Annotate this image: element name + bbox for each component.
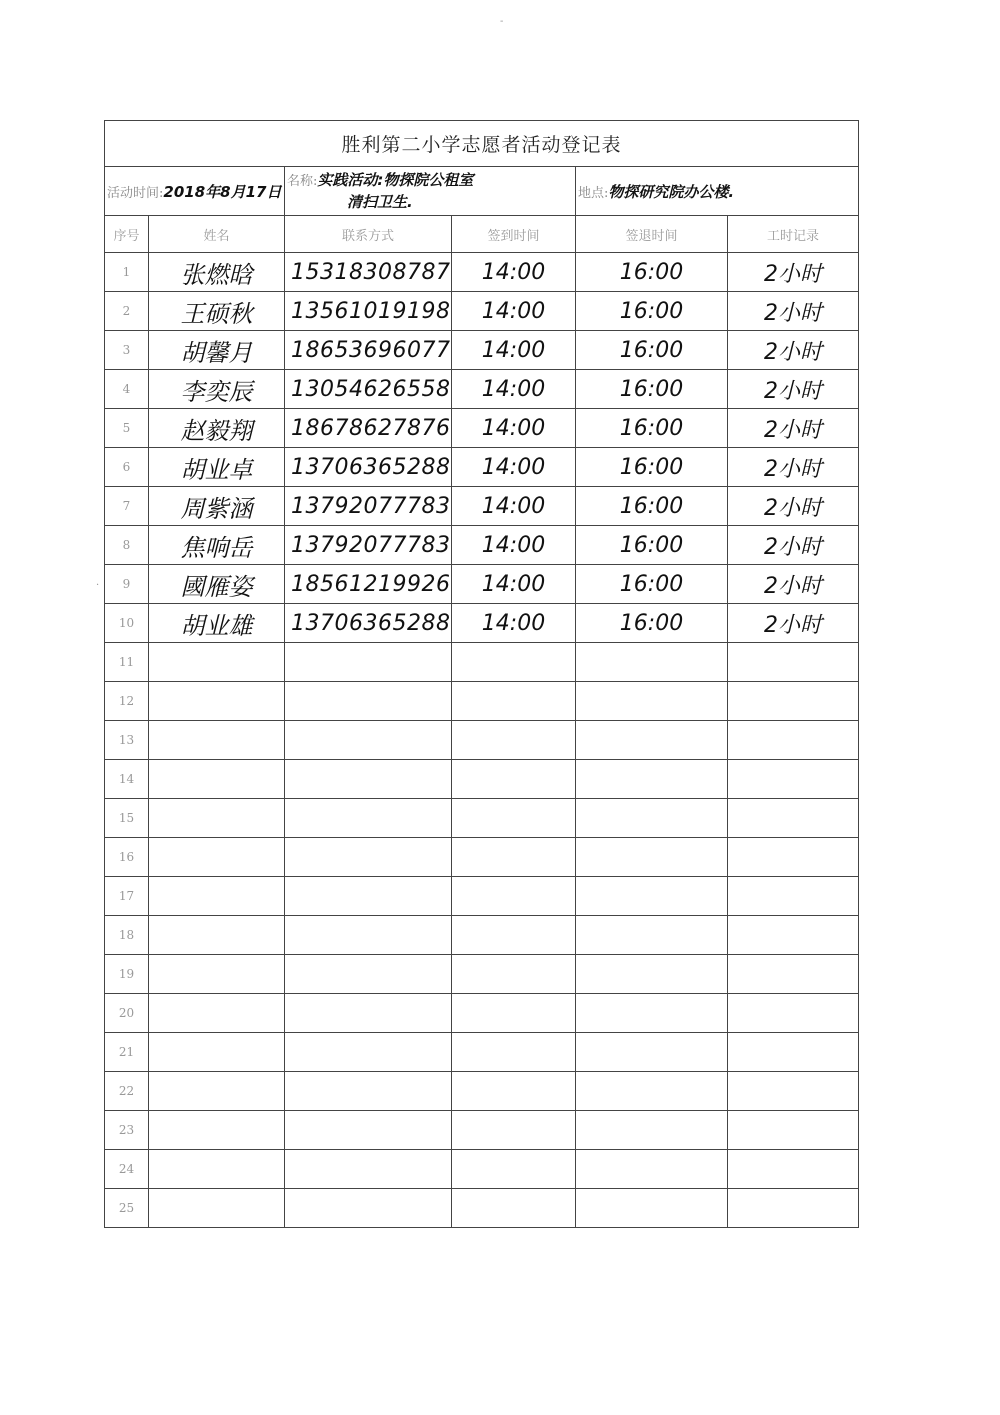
row-number: 20 <box>105 994 149 1033</box>
row-number: 6 <box>105 448 149 487</box>
empty-cell <box>728 955 859 994</box>
empty-cell <box>285 721 452 760</box>
empty-cell <box>576 643 728 682</box>
empty-cell <box>728 877 859 916</box>
contact-phone: 15318308787 <box>285 253 452 292</box>
row-number: 9 <box>105 565 149 604</box>
sign-out-time: 16:00 <box>576 487 728 526</box>
volunteer-name: 國雁姿 <box>149 565 285 604</box>
empty-cell <box>728 682 859 721</box>
empty-cell <box>285 1150 452 1189</box>
empty-cell <box>452 1150 576 1189</box>
row-number: 21 <box>105 1033 149 1072</box>
empty-cell <box>149 1033 285 1072</box>
col-header-phone: 联系方式 <box>285 216 452 253</box>
empty-cell <box>285 643 452 682</box>
table-row <box>105 526 859 565</box>
contact-phone: 18653696077 <box>285 331 452 370</box>
row-number: 5 <box>105 409 149 448</box>
hours-record: 2小时 <box>728 526 859 565</box>
sign-in-time: 14:00 <box>452 448 576 487</box>
contact-phone: 13792077783 <box>285 487 452 526</box>
empty-cell <box>452 1072 576 1111</box>
table-row <box>105 955 859 994</box>
empty-cell <box>149 760 285 799</box>
sign-out-time: 16:00 <box>576 409 728 448</box>
empty-cell <box>576 916 728 955</box>
hours-record: 2小时 <box>728 292 859 331</box>
empty-cell <box>149 721 285 760</box>
empty-cell <box>452 721 576 760</box>
empty-cell <box>452 760 576 799</box>
row-number: 4 <box>105 370 149 409</box>
hours-record: 2小时 <box>728 370 859 409</box>
empty-cell <box>576 838 728 877</box>
empty-cell <box>728 916 859 955</box>
sign-in-time: 14:00 <box>452 331 576 370</box>
sign-out-time: 16:00 <box>576 565 728 604</box>
table-row <box>105 409 859 448</box>
volunteer-name: 胡馨月 <box>149 331 285 370</box>
empty-cell <box>285 760 452 799</box>
sign-in-time: 14:00 <box>452 565 576 604</box>
table-row <box>105 565 859 604</box>
sign-out-time: 16:00 <box>576 448 728 487</box>
row-number: 22 <box>105 1072 149 1111</box>
contact-phone: 13706365288 <box>285 448 452 487</box>
volunteer-name: 胡业雄 <box>149 604 285 643</box>
sign-out-time: 16:00 <box>576 292 728 331</box>
row-number: 3 <box>105 331 149 370</box>
row-number: 1 <box>105 253 149 292</box>
empty-cell <box>285 838 452 877</box>
registration-table <box>104 120 859 1228</box>
row-number: 2 <box>105 292 149 331</box>
row-number: 25 <box>105 1189 149 1228</box>
scan-speck: · <box>96 580 100 591</box>
empty-cell <box>728 1072 859 1111</box>
empty-cell <box>452 643 576 682</box>
col-header-sign-out: 签退时间 <box>576 216 728 253</box>
empty-cell <box>149 1150 285 1189</box>
empty-cell <box>149 1111 285 1150</box>
empty-cell <box>285 916 452 955</box>
empty-cell <box>285 1189 452 1228</box>
table-row <box>105 916 859 955</box>
empty-cell <box>285 955 452 994</box>
empty-cell <box>452 682 576 721</box>
location-value: 物探研究院办公楼. <box>608 182 735 201</box>
empty-cell <box>149 838 285 877</box>
empty-cell <box>576 1150 728 1189</box>
location-label: 地点: <box>578 185 609 201</box>
volunteer-name: 焦响岳 <box>149 526 285 565</box>
volunteer-name: 胡业卓 <box>149 448 285 487</box>
empty-cell <box>728 643 859 682</box>
table-row <box>105 487 859 526</box>
empty-cell <box>576 1189 728 1228</box>
sign-in-time: 14:00 <box>452 526 576 565</box>
empty-cell <box>285 799 452 838</box>
sign-in-time: 14:00 <box>452 604 576 643</box>
empty-cell <box>149 799 285 838</box>
empty-cell <box>452 799 576 838</box>
table-row <box>105 448 859 487</box>
table-row <box>105 1072 859 1111</box>
empty-cell <box>728 838 859 877</box>
sign-in-time: 14:00 <box>452 487 576 526</box>
empty-cell <box>576 760 728 799</box>
contact-phone: 13792077783 <box>285 526 452 565</box>
empty-cell <box>149 682 285 721</box>
empty-cell <box>728 760 859 799</box>
activity-name-cell <box>285 167 576 216</box>
hours-record: 2小时 <box>728 409 859 448</box>
location-cell <box>576 167 859 216</box>
empty-cell <box>452 838 576 877</box>
empty-cell <box>728 994 859 1033</box>
sign-in-time: 14:00 <box>452 409 576 448</box>
sign-in-time: 14:00 <box>452 292 576 331</box>
empty-cell <box>452 1033 576 1072</box>
table-row <box>105 370 859 409</box>
row-number: 8 <box>105 526 149 565</box>
registration-form <box>104 120 858 1228</box>
empty-cell <box>452 1189 576 1228</box>
activity-time-cell <box>105 167 285 216</box>
empty-cell <box>452 877 576 916</box>
empty-cell <box>728 1189 859 1228</box>
table-row <box>105 1189 859 1228</box>
empty-cell <box>285 877 452 916</box>
empty-cell <box>728 1033 859 1072</box>
empty-cell <box>576 799 728 838</box>
empty-cell <box>576 721 728 760</box>
row-number: 18 <box>105 916 149 955</box>
hours-record: 2小时 <box>728 487 859 526</box>
contact-phone: 13054626558 <box>285 370 452 409</box>
table-row <box>105 604 859 643</box>
hours-record: 2小时 <box>728 448 859 487</box>
table-row <box>105 1150 859 1189</box>
contact-phone: 18678627876 <box>285 409 452 448</box>
volunteer-name: 张燃晗 <box>149 253 285 292</box>
hours-record: 2小时 <box>728 604 859 643</box>
empty-cell <box>728 799 859 838</box>
table-row <box>105 682 859 721</box>
contact-phone: 18561219926 <box>285 565 452 604</box>
empty-cell <box>452 916 576 955</box>
empty-cell <box>576 682 728 721</box>
col-header-name: 姓名 <box>149 216 285 253</box>
table-row <box>105 331 859 370</box>
col-header-no: 序号 <box>105 216 149 253</box>
empty-cell <box>576 994 728 1033</box>
sign-in-time: 14:00 <box>452 253 576 292</box>
empty-cell <box>452 1111 576 1150</box>
volunteer-name: 赵毅翔 <box>149 409 285 448</box>
empty-cell <box>285 682 452 721</box>
table-row <box>105 760 859 799</box>
table-row <box>105 799 859 838</box>
activity-time-value: 2018年8月17日 <box>163 182 282 201</box>
empty-cell <box>576 955 728 994</box>
table-row <box>105 1111 859 1150</box>
activity-name-label: 名称: <box>287 173 318 189</box>
scan-speck: - <box>500 16 504 27</box>
table-row <box>105 292 859 331</box>
sign-out-time: 16:00 <box>576 370 728 409</box>
sign-out-time: 16:00 <box>576 604 728 643</box>
volunteer-name: 王硕秋 <box>149 292 285 331</box>
empty-cell <box>149 916 285 955</box>
hours-record: 2小时 <box>728 253 859 292</box>
col-header-sign-in: 签到时间 <box>452 216 576 253</box>
row-number: 23 <box>105 1111 149 1150</box>
activity-name-value-line1: 实践活动:物探院公租室 <box>317 170 474 189</box>
row-number: 14 <box>105 760 149 799</box>
empty-cell <box>149 994 285 1033</box>
empty-cell <box>149 1072 285 1111</box>
table-row <box>105 994 859 1033</box>
empty-cell <box>576 1111 728 1150</box>
empty-cell <box>576 1033 728 1072</box>
table-row <box>105 1033 859 1072</box>
empty-cell <box>285 1033 452 1072</box>
contact-phone: 13706365288 <box>285 604 452 643</box>
col-header-hours: 工时记录 <box>728 216 859 253</box>
table-row <box>105 721 859 760</box>
empty-cell <box>149 955 285 994</box>
empty-cell <box>149 877 285 916</box>
sign-out-time: 16:00 <box>576 331 728 370</box>
empty-cell <box>728 721 859 760</box>
row-number: 13 <box>105 721 149 760</box>
row-number: 10 <box>105 604 149 643</box>
empty-cell <box>728 1150 859 1189</box>
volunteer-name: 周紫涵 <box>149 487 285 526</box>
empty-cell <box>149 1189 285 1228</box>
row-number: 24 <box>105 1150 149 1189</box>
table-row <box>105 643 859 682</box>
row-number: 12 <box>105 682 149 721</box>
empty-cell <box>728 1111 859 1150</box>
header-row <box>105 216 859 253</box>
row-number: 15 <box>105 799 149 838</box>
contact-phone: 13561019198 <box>285 292 452 331</box>
table-row <box>105 253 859 292</box>
activity-name-value-line2: 清扫卫生. <box>347 192 413 211</box>
hours-record: 2小时 <box>728 565 859 604</box>
empty-cell <box>576 877 728 916</box>
row-number: 11 <box>105 643 149 682</box>
empty-cell <box>285 994 452 1033</box>
empty-cell <box>452 955 576 994</box>
table-row <box>105 877 859 916</box>
row-number: 17 <box>105 877 149 916</box>
row-number: 19 <box>105 955 149 994</box>
empty-cell <box>576 1072 728 1111</box>
empty-cell <box>285 1111 452 1150</box>
row-number: 16 <box>105 838 149 877</box>
empty-cell <box>149 643 285 682</box>
sign-in-time: 14:00 <box>452 370 576 409</box>
form-title: 胜利第二小学志愿者活动登记表 <box>105 121 859 167</box>
empty-cell <box>285 1072 452 1111</box>
empty-cell <box>452 994 576 1033</box>
activity-time-label: 活动时间: <box>107 185 164 201</box>
volunteer-name: 李奕辰 <box>149 370 285 409</box>
hours-record: 2小时 <box>728 331 859 370</box>
sign-out-time: 16:00 <box>576 253 728 292</box>
sign-out-time: 16:00 <box>576 526 728 565</box>
table-row <box>105 838 859 877</box>
row-number: 7 <box>105 487 149 526</box>
